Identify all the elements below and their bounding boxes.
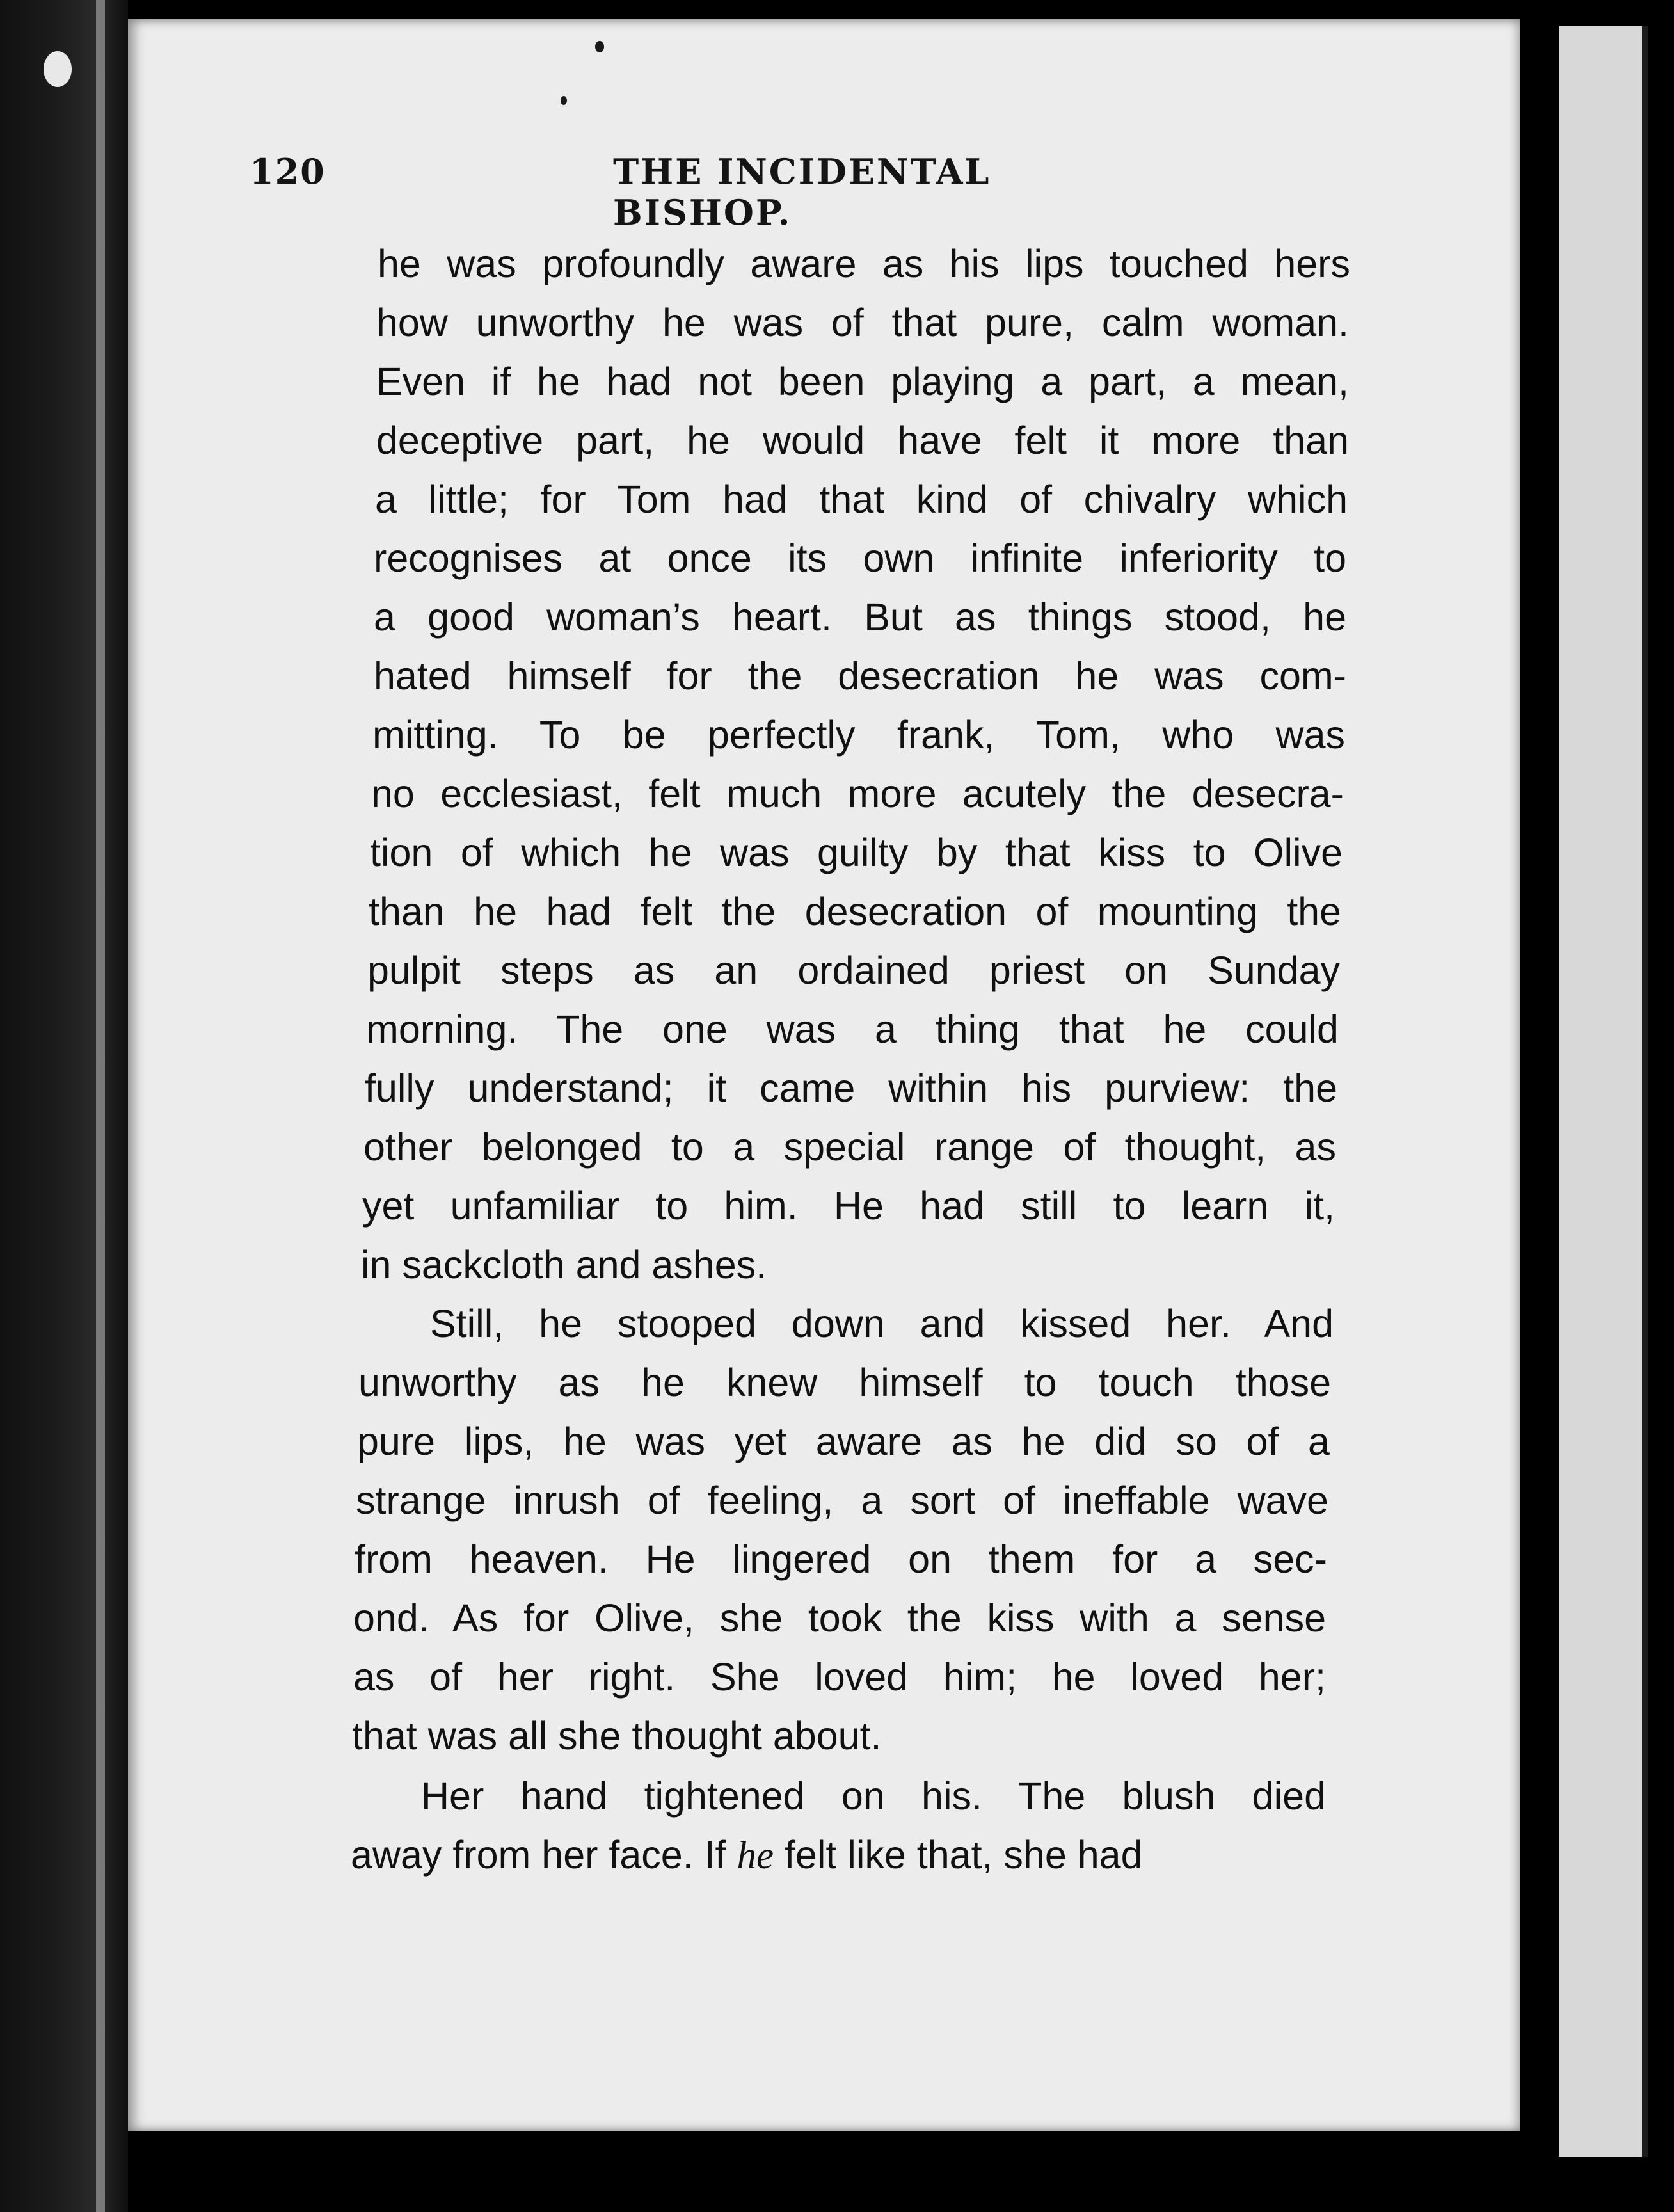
text-line: Her hand tightened on his. The blush died (421, 1774, 1326, 1818)
text-line: pure lips, he was yet aware as he did so of a (357, 1420, 1330, 1463)
text-line (351, 1832, 1323, 1878)
italic-word: he (737, 1834, 774, 1877)
text-line: that was all she thought about. (352, 1714, 882, 1758)
text-line: in sackcloth and ashes. (361, 1243, 767, 1286)
scan-speck (44, 51, 72, 87)
text-line: mitting. To be perfectly frank, Tom, who was (372, 713, 1345, 757)
binding-edge (0, 0, 128, 2212)
text-line: morning. The one was a thing that he could (366, 1007, 1339, 1051)
text-line: yet unfamiliar to him. He had still to learn it, (362, 1184, 1335, 1228)
text-line: unworthy as he knew himself to touch those (358, 1361, 1331, 1404)
binding-highlight (96, 0, 105, 2212)
next-page-sliver (1559, 26, 1642, 2157)
text-line: tion of which he was guilty by that kiss to Olive (370, 831, 1343, 874)
text-line: as of her right. She loved him; he loved her; (353, 1655, 1326, 1699)
text-line: a good woman’s heart. But as things stood, he (374, 595, 1346, 639)
text-line: from heaven. He lingered on them for a sec- (355, 1537, 1327, 1581)
text-line: ond. As for Olive, she took the kiss with a sense (353, 1596, 1326, 1640)
next-page-gutter (1642, 26, 1648, 2157)
text-line: he was profoundly aware as his lips touched hers (378, 242, 1350, 285)
page-number: 120 (250, 151, 326, 192)
scan-speck (595, 41, 604, 52)
text-line: Even if he had not been playing a part, a mean, (376, 360, 1349, 403)
text-line: Still, he stooped down and kissed her. And (430, 1302, 1334, 1345)
scan-speck (561, 96, 567, 105)
text-line: fully understand; it came within his purview: the (365, 1066, 1337, 1110)
text-line: than he had felt the desecration of mounting the (369, 890, 1341, 933)
text-line: how unworthy he was of that pure, calm woman. (376, 301, 1349, 344)
text-span: away from her face. If (351, 1833, 726, 1877)
text-line: recognises at once its own infinite inferiority to (374, 536, 1346, 580)
text-line: a little; for Tom had that kind of chivalry which (375, 477, 1348, 521)
running-title: THE INCIDENTAL BISHOP. (613, 151, 991, 233)
text-line: pulpit steps as an ordained priest on Sunday (367, 949, 1340, 992)
running-head (250, 151, 1145, 233)
text-line: strange inrush of feeling, a sort of ineffable wave (356, 1479, 1328, 1522)
next-page-edge (1520, 0, 1674, 2212)
text-line: hated himself for the desecration he was com- (374, 654, 1346, 698)
text-line: deceptive part, he would have felt it more than (376, 419, 1349, 462)
text-line: other belonged to a special range of thought, as (363, 1125, 1336, 1169)
text-line: no ecclesiast, felt much more acutely the desecra- (371, 772, 1344, 815)
text-span: felt like that, she had (784, 1833, 1143, 1877)
